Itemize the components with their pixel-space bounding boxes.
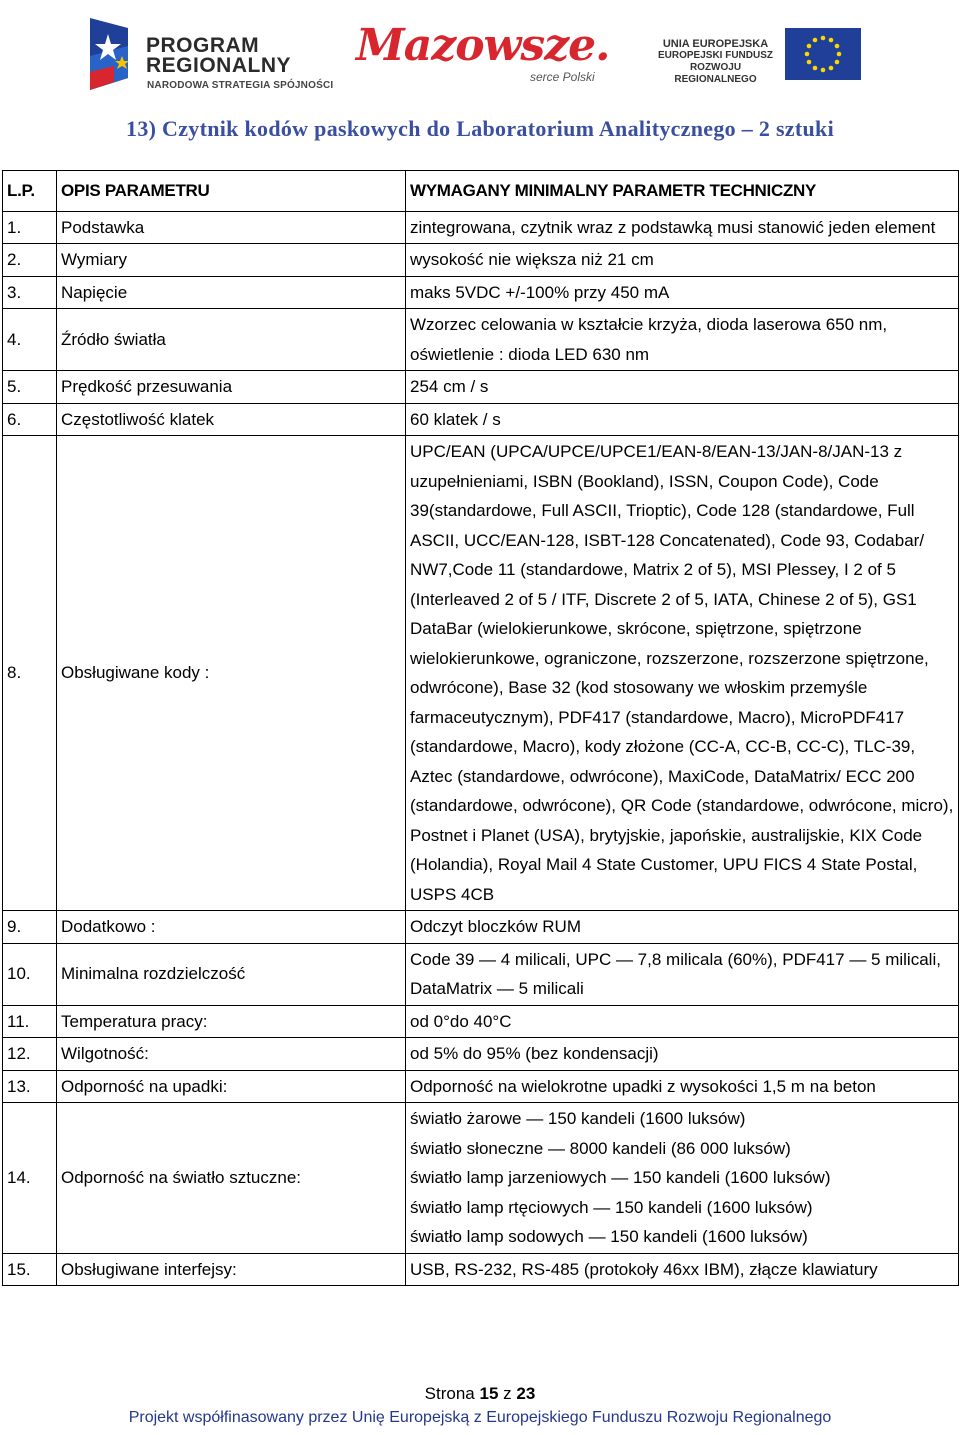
row-param: Częstotliwość klatek [57, 403, 406, 436]
row-req: wysokość nie większa niż 21 cm [406, 244, 959, 277]
req-line: światło żarowe — 150 kandeli (1600 luksów) [410, 1109, 746, 1128]
header-req: WYMAGANY MINIMALNY PARAMETR TECHNICZNY [406, 171, 959, 212]
page-total: 23 [516, 1384, 536, 1403]
program-line1: PROGRAM [146, 34, 260, 57]
row-param: Napięcie [57, 276, 406, 309]
req-line: światło lamp jarzeniowych — 150 kandeli (1600 luksów) [410, 1168, 831, 1187]
row-param: Dodatkowo : [57, 911, 406, 944]
row-lp: 3. [3, 276, 57, 309]
row-param: Odporność na upadki: [57, 1070, 406, 1103]
row-req: zintegrowana, czytnik wraz z podstawką musi stanowić jeden element [406, 211, 959, 244]
row-req: Odporność na wielokrotne upadki z wysokości 1,5 m na beton [406, 1070, 959, 1103]
row-req: od 0°do 40°C [406, 1005, 959, 1038]
row-param: Prędkość przesuwania [57, 371, 406, 404]
table-row [3, 436, 959, 911]
document-heading: 13) Czytnik kodów paskowych do Laboratorium Analitycznego – 2 sztuki [126, 116, 834, 141]
row-param: Odporność na światło sztuczne: [57, 1103, 406, 1254]
header-logos [0, 0, 960, 110]
header-lp: L.P. [3, 171, 57, 212]
row-lp: 14. [3, 1103, 57, 1254]
row-req: od 5% do 95% (bez kondensacji) [406, 1038, 959, 1071]
table-row [3, 943, 959, 1005]
star-flag-icon [84, 16, 136, 94]
row-param: Obsługiwane kody : [57, 436, 406, 911]
table-row [3, 1038, 959, 1071]
mazowsze-tagline: serce Polski [530, 70, 595, 84]
row-lp: 4. [3, 309, 57, 371]
eu-line1: UNIA EUROPEJSKA [662, 38, 769, 50]
table-row [3, 1103, 959, 1254]
row-param: Wymiary [57, 244, 406, 277]
table-row [3, 403, 959, 436]
row-lp: 11. [3, 1005, 57, 1038]
row-lp: 6. [3, 403, 57, 436]
row-req: Odczyt bloczków RUM [406, 911, 959, 944]
page-current: 15 [479, 1384, 499, 1403]
row-lp: 13. [3, 1070, 57, 1103]
req-line: światło słoneczne — 8000 kandeli (86 000 luksów) [410, 1138, 791, 1158]
row-lp: 1. [3, 211, 57, 244]
eu-logo [648, 28, 868, 84]
row-param: Podstawka [57, 211, 406, 244]
row-param: Minimalna rozdzielczość [57, 943, 406, 1005]
table-row [3, 371, 959, 404]
table-header-row [3, 171, 959, 212]
eu-text [648, 38, 783, 86]
row-lp: 12. [3, 1038, 57, 1071]
header-param: OPIS PARAMETRU [57, 171, 406, 212]
spec-table [2, 170, 959, 1286]
program-line3: NARODOWA STRATEGIA SPÓJNOŚCI [147, 80, 334, 91]
table-row [3, 244, 959, 277]
page-prefix: Strona [424, 1384, 475, 1403]
program-regionalny-logo [84, 16, 334, 96]
eu-line2: EUROPEJSKI FUNDUSZ [657, 50, 773, 61]
req-line: światło lamp sodowych — 150 kandeli (1600 luksów) [410, 1227, 808, 1246]
table-row [3, 309, 959, 371]
row-req: UPC/EAN (UPCA/UPCE/UPCE1/EAN-8/EAN-13/JAN-8/JAN-13 z uzupełnieniami, ISBN (Bookland), ISSN, Coupon Code), Code 39(standardowe, Full ASCII, Trioptic), Code 128 (standardowe, Full ASCII, UCC/EAN-128, ISBT-128 Concatenated), Code 93, Codabar/ NW7,Code 11 (standardowe, Matrix 2 of 5), MSI Plessey, I 2 of 5 (Interleaved 2 of 5 / ITF, Discrete 2 of 5, IATA, Chinese 2 of 5), GS1 DataBar (wielokierunkowe, skrócone, spiętrzone, spiętrzone wielokierunkowe, ograniczone, rozszerzone, rozszerzone spiętrzone, odwrócone), Base 32 (kod stosowany we włoskim przemyśle farmaceutycznym), PDF417 (standardowe, Macro), MicroPDF417 (standardowe, Macro), kody złożone (CC-A, CC-B, CC-C), TLC-39, Aztec (standardowe, odwrócone), MaxiCode, DataMatrix/ ECC 200 (standardowe, odwrócone), QR Code (standardowe, odwrócone, micro), Postnet i Planet (USA), brytyjskie, japońskie, australijskie, KIX Code (Holandia), Royal Mail 4 State Customer, UPU FICS 4 State Postal, USPS 4CB [406, 436, 959, 911]
table-row [3, 211, 959, 244]
row-req: 254 cm / s [406, 371, 959, 404]
table-row [3, 276, 959, 309]
row-req: USB, RS-232, RS-485 (protokoły 46xx IBM), złącze klawiatury [406, 1253, 959, 1286]
mazowsze-logo [352, 18, 622, 88]
eu-flag-icon [785, 28, 861, 80]
row-lp: 9. [3, 911, 57, 944]
row-lp: 10. [3, 943, 57, 1005]
row-req: Code 39 — 4 milicali, UPC — 7,8 milicala (60%), PDF417 — 5 milicali, DataMatrix — 5 milicali [406, 943, 959, 1005]
table-row [3, 1253, 959, 1286]
row-lp: 5. [3, 371, 57, 404]
mazowsze-wordmark: Mazowsze. [356, 20, 610, 71]
table-row [3, 1005, 959, 1038]
row-req: 60 klatek / s [406, 403, 959, 436]
program-line2: REGIONALNY [146, 54, 292, 77]
row-req: maks 5VDC +/-100% przy 450 mA [406, 276, 959, 309]
row-req: Wzorzec celowania w kształcie krzyża, dioda laserowa 650 nm, oświetlenie : dioda LED 630 nm [406, 309, 959, 371]
page-number [0, 1384, 960, 1404]
row-req [406, 1103, 959, 1254]
row-param: Wilgotność: [57, 1038, 406, 1071]
row-param: Źródło światła [57, 309, 406, 371]
row-param: Obsługiwane interfejsy: [57, 1253, 406, 1286]
row-lp: 15. [3, 1253, 57, 1286]
row-param: Temperatura pracy: [57, 1005, 406, 1038]
page-sep: z [503, 1384, 512, 1403]
cofinance-note: Projekt współfinasowany przez Unię Europejską z Europejskiego Funduszu Rozwoju Regionalnego [128, 1409, 832, 1426]
table-row [3, 911, 959, 944]
req-line: światło lamp rtęciowych — 150 kandeli (1600 luksów) [410, 1197, 813, 1217]
row-lp: 8. [3, 436, 57, 911]
row-lp: 2. [3, 244, 57, 277]
eu-line3: ROZWOJU REGIONALNEGO [674, 62, 757, 85]
table-row [3, 1070, 959, 1103]
